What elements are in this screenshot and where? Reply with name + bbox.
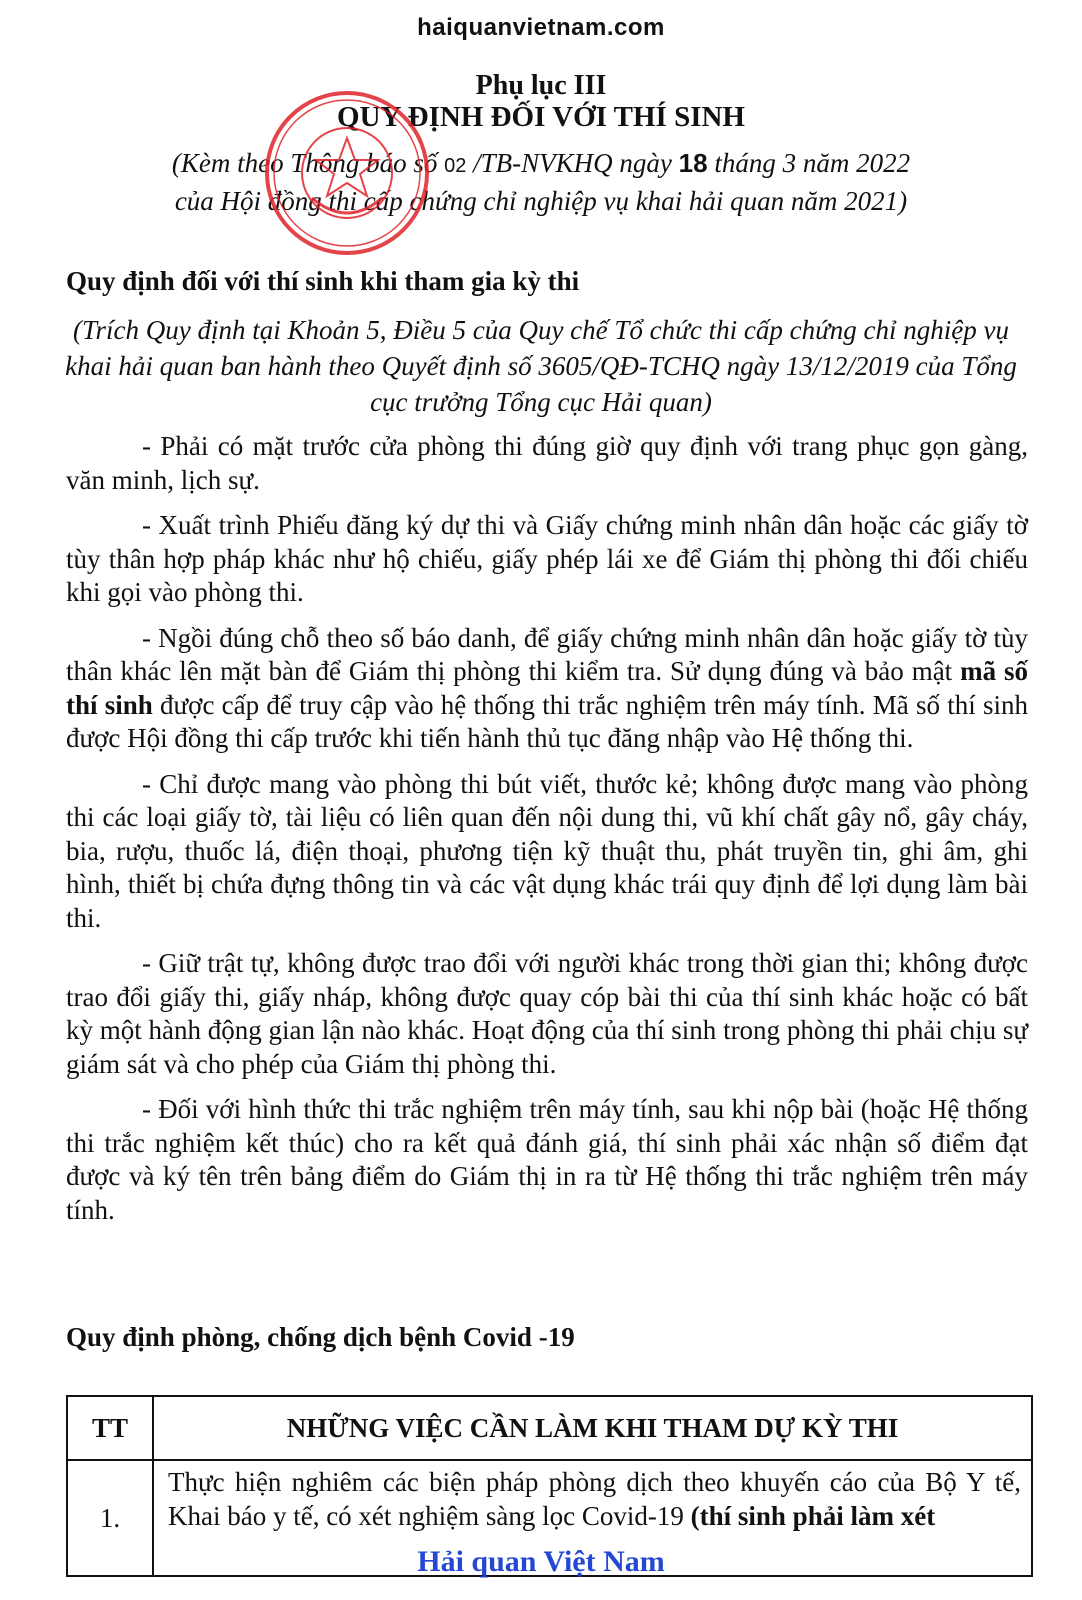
- rule-item: - Chỉ được mang vào phòng thi bút viết, thước kẻ; không được mang vào phòng thi các loại giấy tờ, tài liệu có liên quan đến nội dung thi, vũ khí chất gây nổ, gây cháy, bia, rượu, thuốc lá, điện thoại, phương tiện kỹ thuật thu, phát truyền tin, ghi âm, ghi hình, thiết bị chứa đựng thông tin và các vật dụng khác trái quy định để lợi dụng làm bài thi.: [66, 768, 1028, 933]
- reference-mid: /TB-NVKHQ ngày: [473, 148, 672, 178]
- candidate-code-emphasis: mã số thí sinh: [66, 656, 1029, 720]
- rule-text: được cấp để truy cập vào hệ thống thi trắc nghiệm trên máy tính. Mã số thí sinh được Hội đồng thi cấp trước khi tiến hành thủ tục đăng nhập vào Hệ thống thi.: [66, 689, 1029, 753]
- appendix-label: Phụ lục III: [475, 70, 607, 101]
- watermark-text: Hải quan Việt Nam: [417, 1545, 665, 1578]
- rule-item: - Phải có mặt trước cửa phòng thi đúng giờ quy định với trang phục gọn gàng, văn minh, lịch sự.: [66, 431, 1028, 495]
- rule-item: - Giữ trật tự, không được trao đổi với người khác trong thời gian thi; không được trao đổi giấy thi, giấy nháp, không được quay cóp bài thi của thí sinh khác hoặc có bất kỳ một hành động gian lận nào khác. Hoạt động của thí sinh trong phòng thi phải chịu sự giám sát và cho phép của Giám thị phòng thi.: [66, 948, 1028, 1079]
- reference-note: [60, 146, 1022, 219]
- document-title: QUY ĐỊNH ĐỐI VỚI THÍ SINH: [337, 101, 745, 133]
- notice-day: 18: [678, 148, 708, 178]
- rule-text: - Ngồi đúng chỗ theo số báo danh, để giấy chứng minh nhân dân hoặc giấy tờ tùy thân khác lên mặt bàn để Giám thị phòng thi kiểm tra. Sử dụng đúng và bảo mật: [66, 622, 1028, 686]
- regulation-excerpt: (Trích Quy định tại Khoản 5, Điều 5 của Quy chế Tổ chức thi cấp chứng chỉ nghiệp vụ khai hải quan ban hành theo Quyết định số 3605/QĐ-TCHQ ngày 13/12/2019 của Tổng cục trưởng Tổng cục Hải quan): [65, 315, 1017, 417]
- table-header-row: [67, 1396, 1032, 1460]
- site-name: haiquanvietnam.com: [417, 14, 665, 41]
- reference-issuer: của Hội đồng thi cấp chứng chỉ nghiệp vụ khai hải quan năm 2021): [174, 186, 908, 216]
- rule-item: - Xuất trình Phiếu đăng ký dự thi và Giấy chứng minh nhân dân hoặc các giấy tờ tùy thân hợp pháp khác như hộ chiếu, giấy phép lái xe để Giám thị phòng thi đối chiếu khi gọi vào phòng thi.: [66, 510, 1028, 607]
- task-text: Thực hiện nghiêm các biện pháp phòng dịch theo khuyến cáo của Bộ Y tế, Khai báo y tế, có xét nghiệm sàng lọc Covid-19: [168, 1467, 1021, 1531]
- reference-prefix: (Kèm theo Thông báo số: [171, 148, 438, 178]
- rule-item: [66, 622, 1028, 756]
- column-header-tasks: NHỮNG VIỆC CẦN LÀM KHI THAM DỰ KỲ THI: [153, 1396, 1032, 1460]
- rule-item: - Đối với hình thức thi trắc nghiệm trên máy tính, sau khi nộp bài (hoặc Hệ thống thi trắc nghiệm kết thúc) cho ra kết quả đánh giá, thí sinh phải xác nhận số điểm đạt được và ký tên trên bảng điểm do Giám thị in ra từ Hệ thống thi trắc nghiệm trên máy tính.: [66, 1094, 1028, 1225]
- task-emphasis: (thí sinh phải làm xét: [690, 1501, 936, 1531]
- row-number: 1.: [67, 1460, 153, 1576]
- reference-date: tháng 3 năm 2022: [714, 148, 911, 178]
- column-header-tt: TT: [67, 1396, 153, 1460]
- notice-number: 02: [444, 155, 467, 177]
- section-heading-covid: Quy định phòng, chống dịch bệnh Covid -19: [66, 1322, 575, 1352]
- section-heading-exam-rules: Quy định đối với thí sinh khi tham gia kỳ thi: [66, 266, 580, 296]
- rules-body: [66, 430, 1028, 1239]
